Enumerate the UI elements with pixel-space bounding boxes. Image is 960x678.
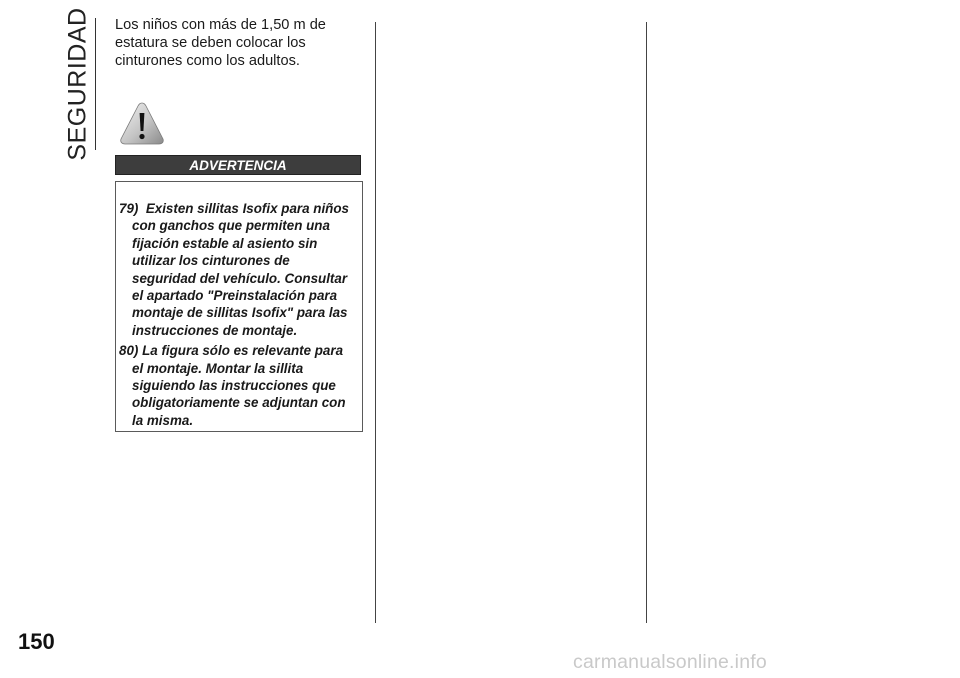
watermark: carmanualsonline.info [573, 651, 767, 673]
intro-paragraph: Los niños con más de 1,50 m de estatura se deben colocar los cinturones como los adultos. [115, 17, 326, 69]
warning-triangle-icon [119, 101, 165, 145]
warning-item-number: 80) [119, 343, 139, 359]
warning-header: ADVERTENCIA [115, 155, 361, 175]
warning-item-number: 79) [119, 201, 139, 216]
warning-item-text: Existen sillitas Isofix para niños con ganchos que permiten una fijación estable al asiento sin utilizar los cinturones de seguridad del vehículo. Consultar el apartado "Preinstalación para montaje de sillitas Isofix" para las instrucciones de montaje. [132, 201, 349, 338]
warning-item-80 [119, 342, 354, 429]
section-title [58, 7, 98, 161]
section-title-text: SEGURIDAD [63, 7, 92, 161]
warning-item-text: La figura sólo es relevante para el montaje. Montar la sillita siguiendo las instrucciones que obligatoriamente se adjuntan con la misma. [132, 343, 346, 428]
column-divider-right [646, 22, 647, 623]
page-number: 150 [18, 629, 55, 654]
warning-box [115, 181, 363, 432]
column-divider-left [375, 22, 376, 623]
warning-item-79 [119, 200, 354, 339]
section-divider [95, 18, 96, 150]
